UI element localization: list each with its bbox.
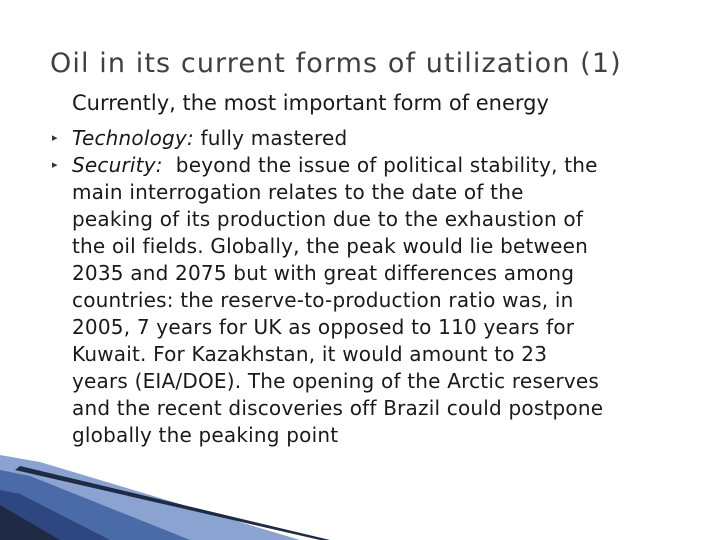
arrow-bullet-icon: ▸ — [52, 158, 58, 171]
bullet-line: and the recent discoveries off Brazil could postpone — [72, 396, 604, 420]
bullet-text: beyond the issue of political stability, the — [175, 153, 598, 177]
bullet-line — [72, 125, 702, 152]
bullet-line: 2035 and 2075 but with great differences among — [72, 261, 575, 285]
bullet-term: Technology: — [72, 126, 194, 150]
bullet-technology — [52, 125, 702, 152]
bullet-line: globally the peaking point — [72, 423, 339, 447]
bullet-line: Kuwait. For Kazakhstan, it would amount to 23 — [72, 342, 548, 366]
bullet-line: 2005, 7 years for UK as opposed to 110 years for — [72, 315, 575, 339]
bullet-line — [72, 152, 702, 179]
arrow-bullet-icon: ▸ — [52, 131, 58, 144]
bullet-text: fully mastered — [200, 126, 348, 150]
bullet-term: Security: — [72, 153, 163, 177]
bullet-line: the oil fields. Globally, the peak would lie between — [72, 234, 588, 258]
slide-subtitle: Currently, the most important form of energy — [72, 91, 549, 115]
bullet-security — [52, 152, 702, 449]
bullet-line: main interrogation relates to the date of the — [72, 180, 524, 204]
bullet-list — [52, 125, 702, 449]
bullet-line: peaking of its production due to the exhaustion of — [72, 207, 584, 231]
bullet-line: years (EIA/DOE). The opening of the Arctic reserves — [72, 369, 600, 393]
bullet-line: countries: the reserve-to-production ratio was, in — [72, 288, 574, 312]
slide-title: Oil in its current forms of utilization (1) — [50, 48, 622, 79]
